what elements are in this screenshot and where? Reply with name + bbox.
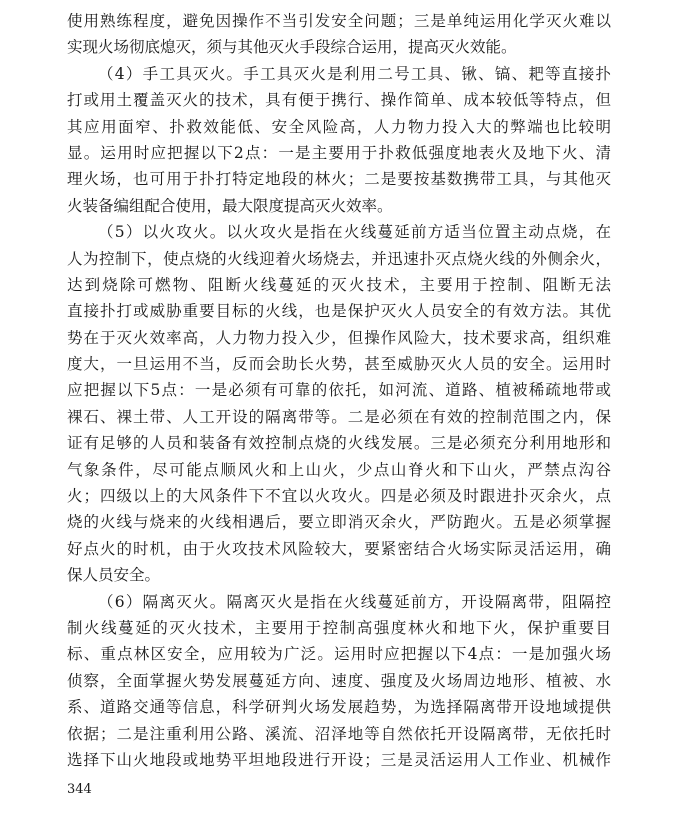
text-line: （5）以火攻火。以火攻火是指在火线蔓延前方适当位置主动点烧，在 — [98, 223, 611, 242]
text-line: （4）手工具灭火。手工具灭火是利用二号工具、锹、镐、耙等直接扑 — [98, 64, 611, 83]
text-line: 打或用土覆盖灭火的技术，具有便于携行、操作简单、成本较低等特点，但 — [67, 91, 611, 110]
paragraph-backfire — [67, 219, 611, 588]
text-line: 好点火的时机，由于火攻技术风险较大，要紧密结合火场实际灵活运用，确 — [67, 539, 611, 558]
text-line: 直接扑打或威胁重要目标的火线，也是保护灭火人员安全的有效方法。其优 — [67, 302, 611, 321]
text-line: 实现火场彻底熄灭，须与其他灭火手段综合运用，提高灭火效能。 — [67, 38, 517, 57]
text-line: 理火场，也可用于扑打特定地段的林火；二是要按基数携带工具，与其他灭 — [67, 170, 611, 189]
text-line: （6）隔离灭火。隔离灭火是指在火线蔓延前方，开设隔离带，阻隔控 — [98, 592, 611, 611]
text-line: 选择下山火地段或地势平坦地段进行开设；三是灵活运用人工作业、机械作 — [67, 750, 611, 769]
text-line: 度大，一旦运用不当，反而会助长火势，甚至威胁灭火人员的安全。运用时 — [67, 355, 611, 374]
text-line: 达到烧除可燃物、阻断火线蔓延的灭火技术，主要用于控制、阻断无法 — [67, 275, 611, 294]
text-line: 证有足够的人员和装备有效控制点烧的火线发展。三是必须充分利用地形和 — [67, 434, 611, 453]
page-number: 344 — [67, 782, 92, 797]
text-line: 侦察，全面掌握火势发展蔓延方向、速度、强度及火场周边地形、植被、水 — [67, 671, 611, 690]
text-line: 人为控制下，使点烧的火线迎着火场烧去，并迅速扑灭点烧火线的外侧余火， — [67, 249, 611, 268]
paragraph-hand-tool-firefighting — [67, 61, 611, 219]
text-line: 依据；二是注重利用公路、溪流、沼泽地等自然依托开设隔离带，无依托时 — [67, 724, 611, 743]
text-line: 显。运用时应把握以下2点：一是主要用于扑救低强度地表火及地下火、清 — [67, 143, 611, 162]
text-line: 应把握以下5点：一是必须有可靠的依托，如河流、道路、植被稀疏地带或 — [67, 381, 611, 400]
text-body — [67, 8, 611, 773]
text-line: 气象条件，尽可能点顺风火和上山火，少点山脊火和下山火，严禁点沟谷 — [67, 460, 611, 479]
text-line: 标、重点林区安全，应用较为广泛。运用时应把握以下4点：一是加强火场 — [67, 645, 611, 664]
text-line: 裸石、裸土带、人工开设的隔离带等。二是必须在有效的控制范围之内，保 — [67, 407, 611, 426]
paragraph-isolation-firefighting — [67, 589, 611, 774]
text-line: 势在于灭火效率高，人力物力投入少，但操作风险大，技术要求高，组织难 — [67, 328, 611, 347]
text-line: 火装备编组配合使用，最大限度提高灭火效率。 — [67, 196, 393, 215]
text-line: 使用熟练程度，避免因操作不当引发安全问题；三是单纯运用化学灭火难以 — [67, 12, 611, 30]
text-line: 保人员安全。 — [67, 566, 161, 585]
paragraph-continuation — [67, 8, 611, 61]
text-line: 火；四级以上的大风条件下不宜以火攻火。四是必须及时跟进扑灭余火，点 — [67, 487, 611, 506]
text-line: 其应用面窄、扑救效能低、安全风险高，人力物力投入大的弊端也比较明 — [67, 117, 611, 136]
text-line: 烧的火线与烧来的火线相遇后，要立即消灭余火，严防跑火。五是必须掌握 — [67, 513, 611, 532]
text-line: 制火线蔓延的灭火技术，主要用于控制高强度林火和地下火，保护重要目 — [67, 618, 611, 637]
text-line: 系、道路交通等信息，科学研判火场发展趋势，为选择隔离带开设地域提供 — [67, 698, 611, 717]
